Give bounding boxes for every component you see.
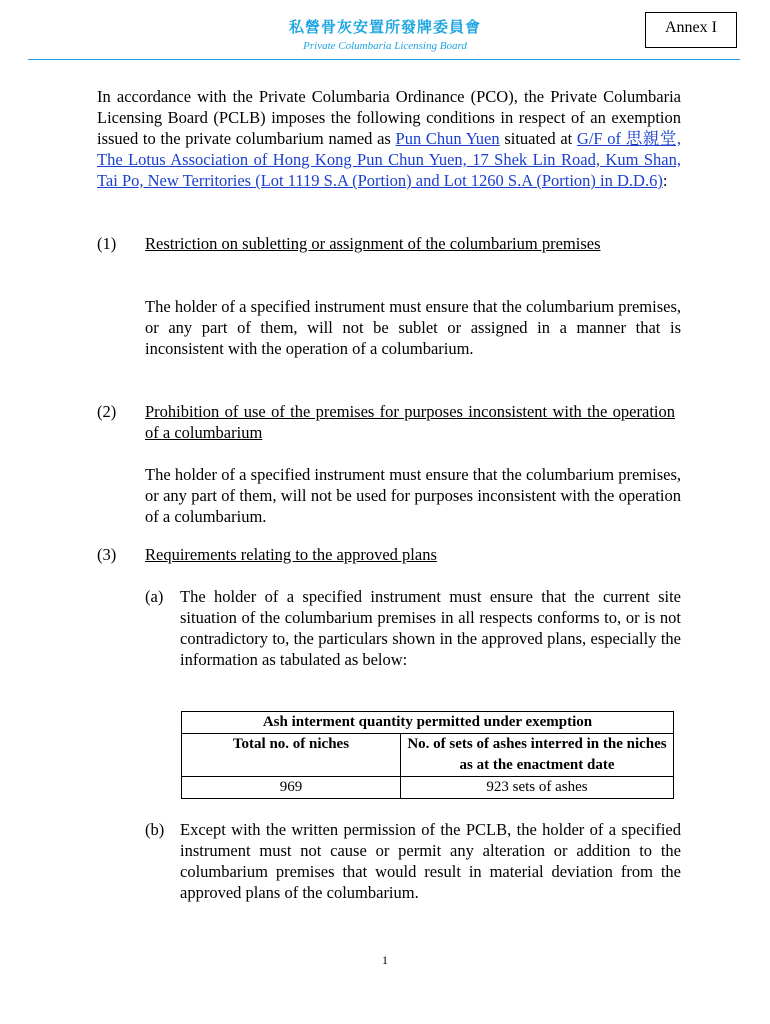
table-header-niches: Total no. of niches bbox=[182, 734, 401, 777]
condition-2-number: (2) bbox=[97, 402, 117, 421]
sub-item-b-text: Except with the written permission of the PCLB, the holder of a specified instrument must not cause or permit any alteration or addition to the columbarium premises that would result in material deviation from the approved plans of the columbarium. bbox=[180, 820, 681, 902]
condition-1-number: (1) bbox=[97, 234, 117, 253]
address-link[interactable]: G/F of 思親堂, The Lotus Association of Hong Kong Pun Chun Yuen, 17 Shek Lin Road, Kum Shan, Tai Po, New Territories (Lot 1119 S.A (Portion) and Lot 1260 S.A (Portion) in D.D.6) bbox=[97, 129, 682, 190]
sub-item-a-text: The holder of a specified instrument must ensure that the current site situation of the columbarium premises in all respects conforms to, or is not contradictory to, the particulars shown in the approved plans, especially the information as tabulated as below: bbox=[180, 587, 681, 669]
condition-3-number: (3) bbox=[97, 545, 117, 564]
sub-item-b-label: (b) bbox=[145, 820, 165, 839]
org-name-english: Private Columbaria Licensing Board bbox=[303, 40, 467, 52]
condition-1-body: The holder of a specified instrument must ensure that the columbarium premises, or any part of them, will not be sublet or assigned in a manner that is inconsistent with the operation of a columbarium. bbox=[145, 297, 681, 358]
intro-paragraph bbox=[97, 86, 681, 191]
sub-item-a-label: (a) bbox=[145, 587, 164, 606]
intro-text-1: In accordance with the Private Columbaria Ordinance (PCO), the Private Columbaria Licensing Board (PCLB) imposes the following conditions in respect of an exemption issued to the private columbarium named as bbox=[97, 87, 681, 148]
ash-interment-table bbox=[181, 711, 674, 799]
org-name-chinese: 私營骨灰安置所發牌委員會 bbox=[288, 18, 481, 36]
condition-3-heading: Requirements relating to the approved plans bbox=[145, 545, 437, 564]
header-divider bbox=[28, 59, 740, 60]
annex-label: Annex I bbox=[645, 12, 737, 48]
table-title: Ash interment quantity permitted under exemption bbox=[182, 712, 674, 734]
table-cell-niches: 969 bbox=[182, 777, 401, 799]
table-cell-ashes: 923 sets of ashes bbox=[401, 777, 674, 799]
condition-2-body: The holder of a specified instrument must ensure that the columbarium premises, or any part of them, will not be used for purposes inconsistent with the operation of a columbarium. bbox=[145, 465, 681, 526]
intro-text-2: situated at bbox=[499, 129, 577, 148]
columbarium-name-link[interactable]: Pun Chun Yuen bbox=[395, 129, 500, 148]
table-header-ashes: No. of sets of ashes interred in the niches as at the enactment date bbox=[401, 734, 674, 777]
intro-text-3: : bbox=[662, 171, 668, 190]
condition-1-heading: Restriction on subletting or assignment of the columbarium premises bbox=[145, 234, 601, 253]
condition-2-heading: Prohibition of use of the premises for purposes inconsistent with the operation of a columbarium bbox=[145, 402, 675, 442]
page-number: 1 bbox=[382, 953, 388, 967]
